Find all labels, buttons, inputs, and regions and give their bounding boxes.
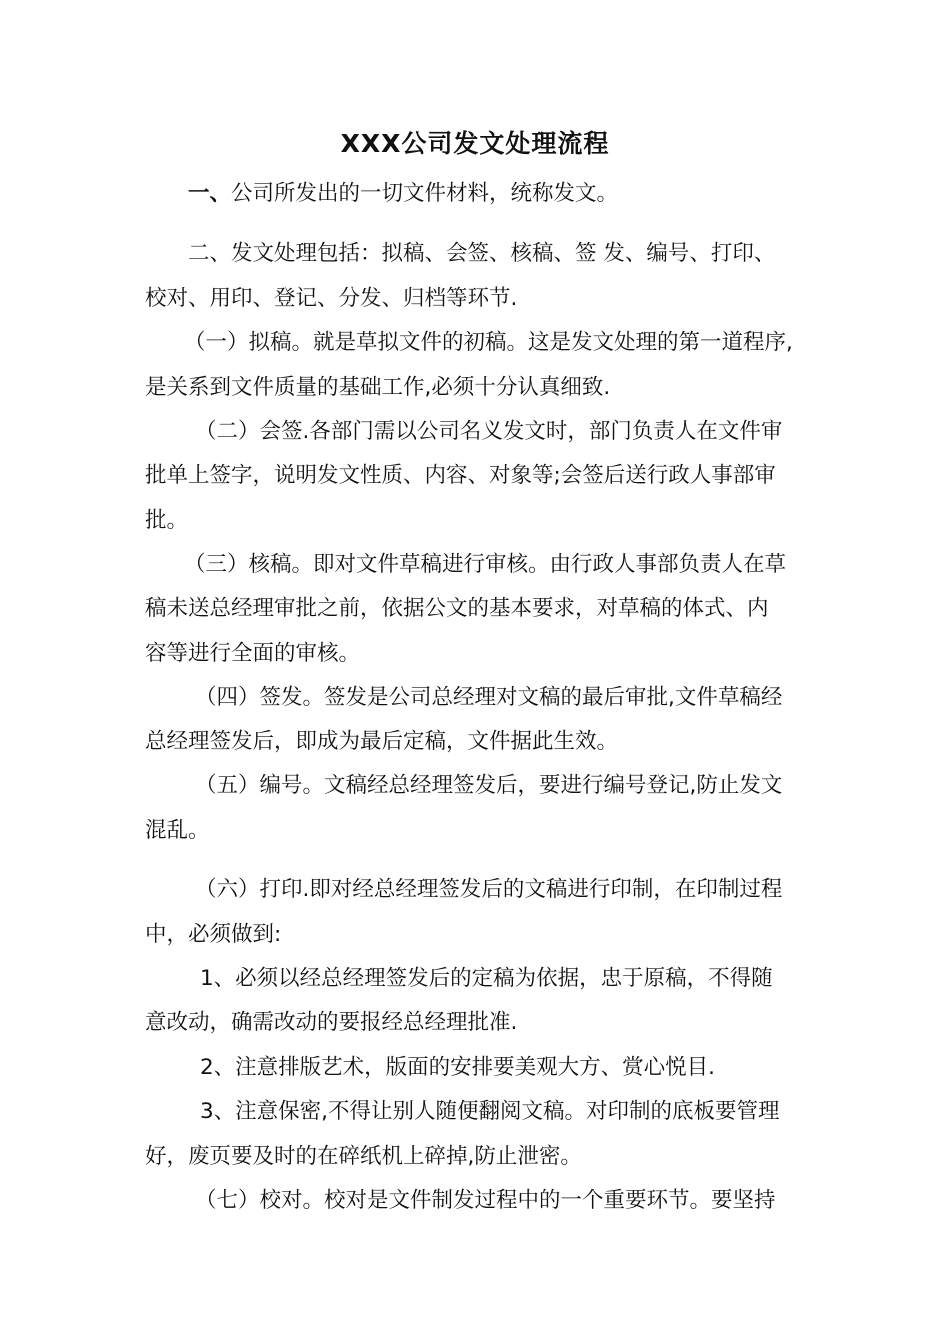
paragraph-8-line-1: （六）打印.即对经总经理签发后的文稿进行印制，在印制过程 — [195, 877, 783, 902]
paragraph-4-line-3: 批。 — [145, 508, 189, 533]
paragraph-2-line-1: 二、发文处理包括：拟稿、会签、核稿、签 发、编号、打印、 — [188, 241, 776, 266]
list-item-3-line-2: 好，废页要及时的在碎纸机上碎掉,防止泄密。 — [145, 1144, 582, 1169]
paragraph-3-line-1: （一）拟稿。就是草拟文件的初稿。这是发文处理的第一道程序, — [184, 330, 793, 355]
paragraph-1-line-1 — [188, 179, 618, 209]
list-item-2-line-1: 2、注意排版艺术，版面的安排要美观大方、赏心悦目. — [200, 1055, 716, 1080]
paragraph-3-line-2: 是关系到文件质量的基础工作,必须十分认真细致. — [145, 375, 611, 400]
paragraph-2-line-2: 校对、用印、登记、分发、归档等环节. — [145, 286, 518, 311]
paragraph-7-line-2: 混乱。 — [145, 818, 210, 843]
paragraph-8-line-2: 中，必须做到: — [145, 922, 282, 947]
list-item-1-line-2: 意改动，确需改动的要报经总经理批准. — [145, 1010, 518, 1035]
paragraph-4-line-1: （二）会签.各部门需以公司名义发文时，部门负责人在文件审 — [195, 419, 783, 444]
paragraph-5-line-1: （三）核稿。即对文件草稿进行审核。由行政人事部负责人在草 — [184, 552, 787, 577]
paragraph-7-line-1: （五）编号。文稿经总经理签发后，要进行编号登记,防止发文 — [195, 773, 783, 798]
paragraph-6-line-2: 总经理签发后，即成为最后定稿，文件据此生效。 — [145, 729, 619, 754]
paragraph-6-line-1: （四）签发。签发是公司总经理对文稿的最后审批,文件草稿经 — [195, 685, 783, 710]
paragraph-1-text: 公司所发出的一切文件材料，统称发文。 — [231, 181, 619, 206]
paragraph-5-line-3: 容等进行全面的审核。 — [145, 641, 361, 666]
list-item-3-line-1: 3、注意保密,不得让别人随便翻阅文稿。对印制的底板要管理 — [200, 1099, 780, 1124]
paragraph-9-line-1: （七）校对。校对是文件制发过程中的一个重要环节。要坚持 — [195, 1188, 776, 1213]
paragraph-4-line-2: 批单上签字，说明发文性质、内容、对象等;会签后送行政人事部审 — [145, 463, 776, 488]
document-title: XXX公司发文处理流程 — [340, 129, 610, 158]
paragraph-5-line-2: 稿未送总经理审批之前，依据公文的基本要求，对草稿的体式、内 — [145, 596, 769, 621]
paragraph-1-number: 一、 — [188, 181, 232, 206]
list-item-1-line-1: 1、必须以经总经理签发后的定稿为依据，忠于原稿，不得随 — [200, 966, 773, 991]
